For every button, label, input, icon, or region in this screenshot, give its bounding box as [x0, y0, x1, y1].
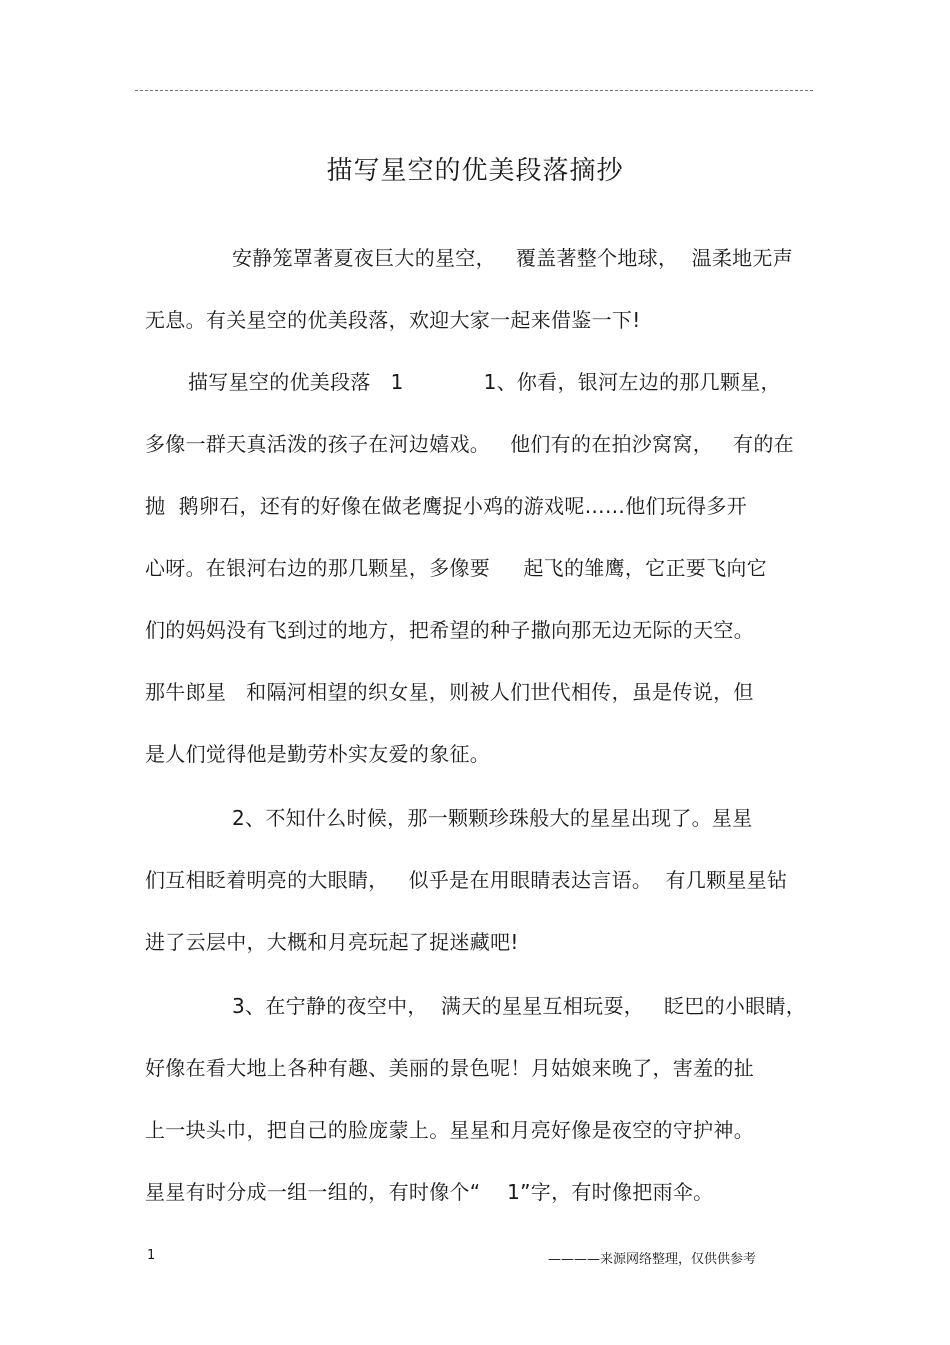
text-line: 2、不知什么时候，那一颗颗珍珠般大的星星出现了。星星: [232, 806, 753, 830]
text-line: 多像一群天真活泼的孩子在河边嬉戏。 他们有的在拍沙窝窝， 有的在: [145, 432, 794, 456]
text-line: 好像在看大地上各种有趣、美丽的景色呢！月姑娘来晚了，害羞的扯: [145, 1056, 754, 1080]
text-line: 描写星空的优美段落 1 1、你看，银河左边的那几颗星，: [188, 370, 781, 394]
text-line: 抛 鹅卵石，还有的好像在做老鹰捉小鸡的游戏呢……他们玩得多开: [145, 494, 748, 518]
text-line: 心呀。在银河右边的那几颗星，多像要 起飞的雏鹰，它正要飞向它: [145, 556, 767, 580]
text-line: 星星有时分成一组一组的，有时像个“ 1”字，有时像把雨伞。: [145, 1180, 714, 1204]
footer-note: ————来源网络整理，仅供供参考: [548, 1252, 757, 1267]
text-line: 3、在宁静的夜空中， 满天的星星互相玩耍， 眨巴的小眼睛，: [232, 994, 807, 1018]
text-line: 是人们觉得他是勤劳朴实友爱的象征。: [145, 742, 491, 766]
text-line: 们的妈妈没有飞到过的地方，把希望的种子撒向那无边无际的天空。: [145, 618, 754, 642]
text-line: 们互相眨着明亮的大眼睛， 似乎是在用眼睛表达言语。 有几颗星星钻: [145, 868, 788, 892]
text-line: 无息。有关星空的优美段落，欢迎大家一起来借鉴一下!: [145, 308, 641, 332]
text-line: 那牛郎星 和隔河相望的织女星，则被人们世代相传，虽是传说，但: [145, 680, 754, 704]
header-divider: [135, 90, 813, 91]
page-number: 1: [147, 1248, 156, 1263]
text-line: 进了云层中，大概和月亮玩起了捉迷藏吧!: [145, 930, 519, 954]
text-line: 上一块头巾，把自己的脸庞蒙上。星星和月亮好像是夜空的守护神。: [145, 1118, 754, 1142]
document-title: 描写星空的优美段落摘抄: [326, 156, 624, 186]
text-line: 安静笼罩著夏夜巨大的星空， 覆盖著整个地球， 温柔地无声: [232, 246, 794, 270]
